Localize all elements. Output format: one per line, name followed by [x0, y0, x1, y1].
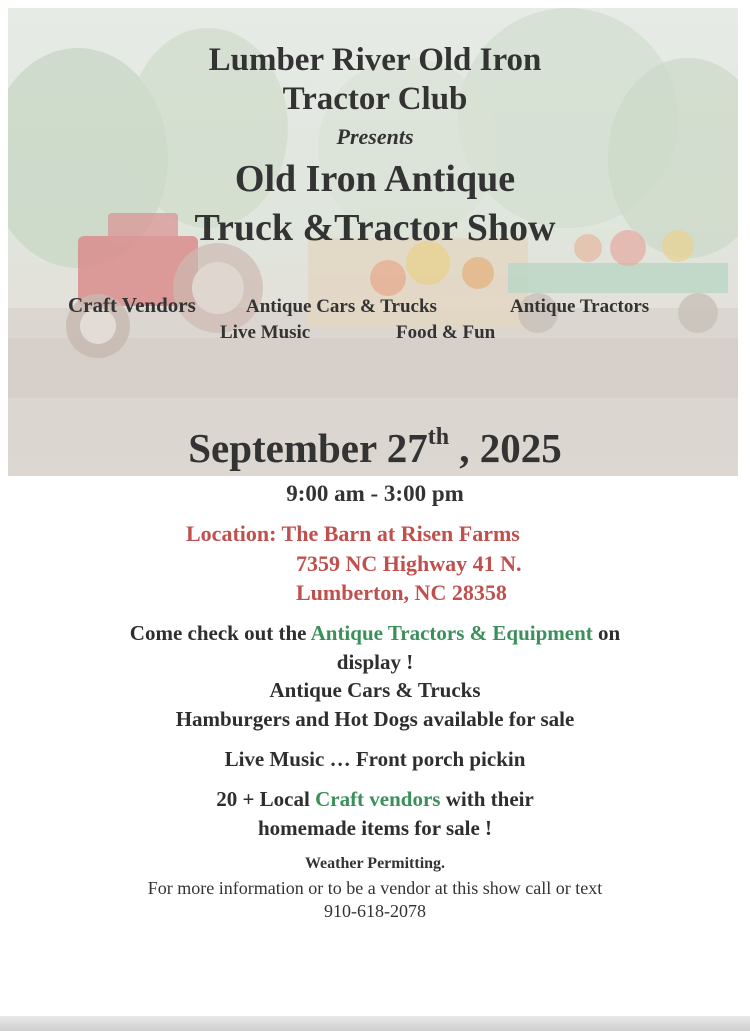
- details-line-4: Hamburgers and Hot Dogs available for sale: [175, 707, 575, 731]
- club-name-line1: Lumber River Old Iron: [208, 42, 542, 78]
- event-time: 9:00 am - 3:00 pm: [286, 481, 464, 506]
- feature-antique-tractors: Antique Tractors: [510, 296, 650, 317]
- details-line-1-pre: Come check out the: [129, 621, 311, 645]
- feature-live-music: Live Music: [220, 322, 311, 343]
- presents-label: Presents: [336, 124, 414, 149]
- details-line-6-post: with their: [440, 787, 534, 811]
- date-month-day: September 27: [188, 425, 428, 471]
- location-street: 7359 NC Highway 41 N.: [296, 551, 522, 576]
- show-title-line1: Old Iron Antique: [234, 158, 516, 200]
- details-line-7: homemade items for sale !: [257, 816, 493, 840]
- details-line-6-pre: 20 + Local: [216, 787, 316, 811]
- details-line-1: [0, 621, 750, 646]
- date-year: , 2025: [449, 425, 562, 471]
- show-title-line2: Truck &Tractor Show: [194, 207, 556, 249]
- scan-bottom-edge: [0, 1016, 750, 1031]
- details-line-1-post: on: [592, 621, 621, 645]
- details-line-2: display !: [336, 650, 414, 674]
- feature-food-fun: Food & Fun: [396, 322, 496, 343]
- event-date: [0, 424, 750, 472]
- details-line-6: [0, 787, 750, 812]
- feature-antique-cars-trucks: Antique Cars & Trucks: [246, 296, 437, 317]
- details-line-3: Antique Cars & Trucks: [269, 678, 481, 702]
- club-name-line2: Tractor Club: [282, 81, 468, 117]
- details-line-5: Live Music … Front porch pickin: [224, 747, 526, 771]
- details-highlight-craft-vendors: Craft vendors: [315, 787, 441, 811]
- location-city: Lumberton, NC 28358: [296, 580, 507, 605]
- feature-craft-vendors: Craft Vendors: [68, 293, 196, 317]
- location-venue: Location: The Barn at Risen Farms: [186, 521, 520, 546]
- details-highlight-tractors: Antique Tractors & Equipment: [310, 621, 593, 645]
- weather-note: Weather Permitting.: [304, 855, 446, 872]
- date-suffix: th: [427, 424, 450, 450]
- contact-info: For more information or to be a vendor at this show call or text: [147, 878, 603, 898]
- contact-phone: 910-618-2078: [324, 901, 426, 921]
